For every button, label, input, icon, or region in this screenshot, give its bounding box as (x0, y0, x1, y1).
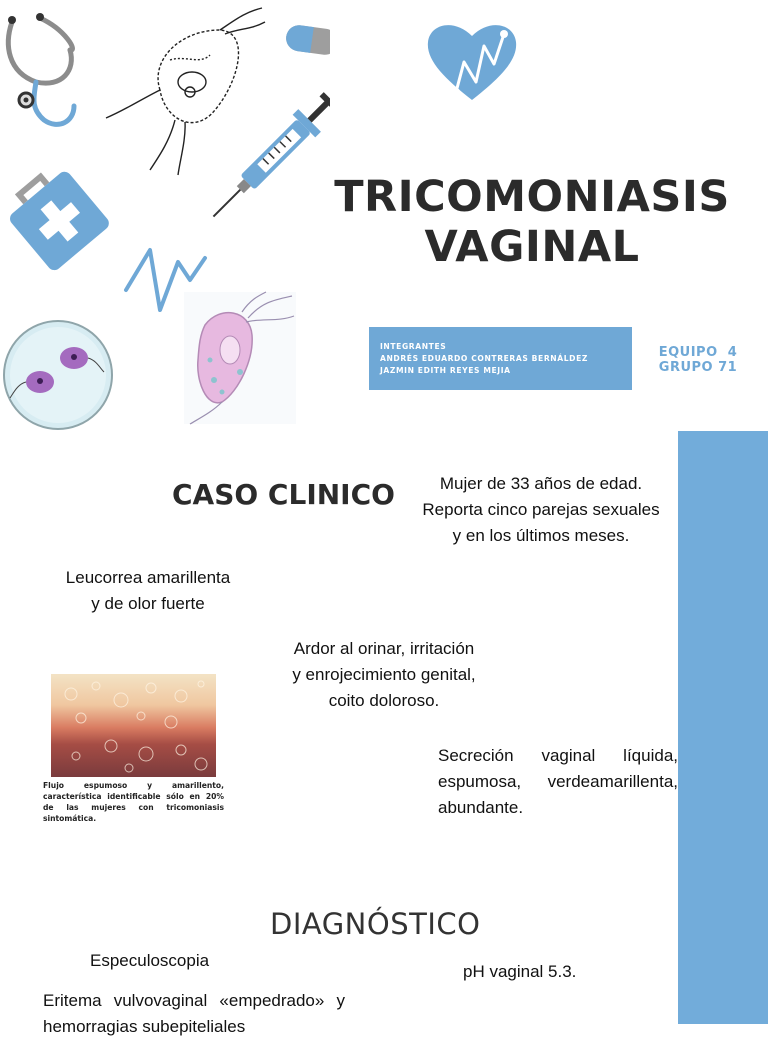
diagnostico-heading: DIAGNÓSTICO (270, 907, 481, 941)
symptom-leucorrea (34, 565, 262, 617)
symptom-line: Leucorrea amarillenta (65, 568, 231, 587)
symptom-line: y de olor fuerte (91, 594, 205, 613)
members-heading: INTEGRANTES (380, 342, 447, 351)
member-name: ANDRÉS EDUARDO CONTRERAS BERNÁLDEZ (380, 354, 588, 363)
trichomonas-illustration-icon (184, 292, 296, 424)
vaginal-ph: pH vaginal 5.3. (463, 962, 577, 981)
patient-line: Reporta cinco parejas sexuales (422, 500, 660, 519)
side-accent-bar (678, 431, 768, 1024)
member-name: JAZMIN EDITH REYES MEJIA (380, 366, 511, 375)
title-line-1: TRICOMONIASIS (334, 172, 730, 222)
symptom-secrecion: Secreción vaginal líquida, espumosa, verdeamarillenta, abundante. (438, 746, 678, 817)
caso-clinico-heading: CASO CLINICO (172, 478, 395, 511)
diagnostic-method: Especuloscopia (90, 951, 210, 970)
first-aid-kit-icon (1, 161, 112, 273)
patient-line: y en los últimos meses. (452, 526, 630, 545)
symptom-line: Ardor al orinar, irritación (293, 639, 475, 658)
diagnostic-finding: Eritema vulvovaginal «empedrado» y hemorragias subepiteliales (43, 991, 345, 1036)
petri-dish-icon (4, 321, 112, 429)
team-label: EQUIPO 4 (658, 345, 738, 360)
members-box (369, 327, 632, 390)
discharge-photo (51, 674, 216, 777)
stethoscope-icon (8, 13, 74, 124)
group-label: GRUPO 71 (658, 360, 738, 375)
patient-description (404, 471, 678, 549)
symptom-line: coito doloroso. (328, 691, 440, 710)
symptom-line: y enrojecimiento genital, (292, 665, 476, 684)
page-title (318, 172, 746, 272)
heart-pulse-icon (424, 12, 520, 108)
medical-illustrations (0, 0, 330, 440)
parasite-sketch-icon (106, 8, 265, 175)
photo-caption: Flujo espumoso y amarillento, característica identificable sólo en 20% de las mujeres con tricomoniasis sintomática. (43, 781, 224, 823)
patient-line: Mujer de 33 años de edad. (439, 474, 643, 493)
symptom-ardor (270, 636, 498, 714)
syringe-icon (202, 88, 330, 228)
title-line-2: VAGINAL (424, 222, 640, 272)
team-info (640, 345, 756, 375)
